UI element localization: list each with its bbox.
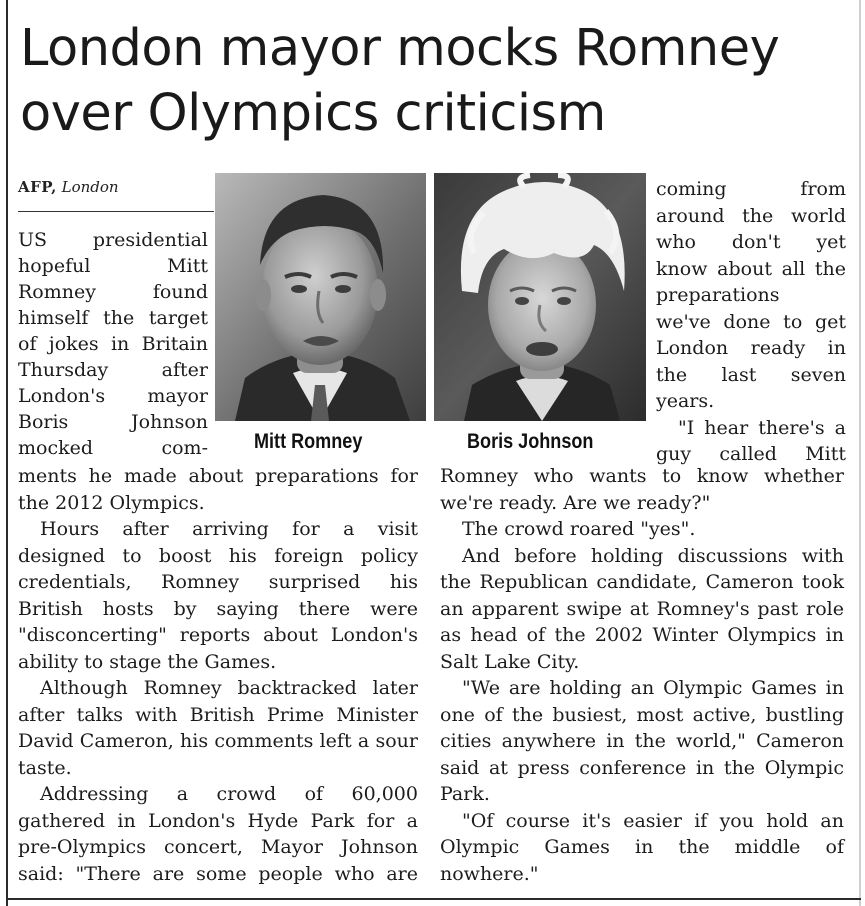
article-line: around the world bbox=[656, 204, 846, 227]
article-line: the last seven bbox=[656, 363, 846, 386]
article-line: US presidential bbox=[18, 229, 208, 251]
article-line: years. bbox=[656, 390, 715, 412]
byline-place: London bbox=[61, 178, 119, 196]
article-line: "I hear there's a bbox=[678, 416, 846, 439]
article-line: who don't yet bbox=[656, 231, 846, 253]
article-paragraph: Romney who wants to know whether we're ready. Are we ready?" bbox=[440, 465, 844, 514]
byline-rule bbox=[18, 211, 214, 212]
headline-line-2: over Olympics criticism bbox=[20, 84, 606, 143]
headline-line-1: London mayor mocks Romney bbox=[20, 19, 780, 78]
article-line: know about all the bbox=[656, 257, 846, 280]
article-line: guy called Mitt bbox=[656, 443, 846, 465]
article-paragraph: And before holding discussions with the Republican candidate, Cameron took an apparent swipe at Romney's past role as head of the 2002 Winter Olympics in Salt Lake City. bbox=[440, 544, 844, 673]
article-paragraph: The crowd roared "yes". bbox=[462, 518, 696, 540]
article-column-right-bottom bbox=[440, 463, 844, 887]
article-line: coming from bbox=[656, 178, 846, 200]
article-column-left-bottom bbox=[18, 463, 418, 887]
article-line: we've done to get bbox=[656, 310, 846, 333]
article-paragraph: ments he made about preparations for the 2012 Olympics. bbox=[18, 465, 418, 514]
headline bbox=[20, 16, 850, 146]
article-line: mocked com- bbox=[18, 437, 208, 459]
article-line: of jokes in Britain bbox=[18, 333, 208, 355]
article-line: London's mayor bbox=[18, 385, 208, 407]
article-paragraph: Although Romney backtracked later after talks with British Prime Minister David Cameron, his comments left a sour taste. bbox=[18, 677, 418, 779]
article-line: himself the target bbox=[18, 307, 208, 329]
article-paragraph: "We are holding an Olympic Games in one of the busiest, most active, bustling cities anywhere in the world," Cameron said at press conference in the Olympic Park. bbox=[440, 677, 844, 805]
article-paragraph: "Of course it's easier if you hold an Olympic Games in the middle of nowhere." bbox=[440, 809, 844, 885]
article-column-right-top bbox=[656, 176, 846, 468]
article-column-left-top bbox=[18, 227, 208, 461]
romney-photo-caption: Mitt Romney bbox=[254, 430, 363, 453]
byline bbox=[18, 178, 119, 196]
article-line: preparations bbox=[656, 284, 780, 306]
article-line: London ready in bbox=[656, 337, 846, 359]
page-border-right bbox=[859, 0, 861, 906]
johnson-photo bbox=[434, 173, 646, 421]
romney-photo bbox=[215, 173, 426, 421]
byline-agency: AFP, bbox=[18, 178, 57, 196]
johnson-photo-caption: Boris Johnson bbox=[467, 430, 594, 453]
article-line: Romney found bbox=[18, 281, 208, 303]
page-border-left bbox=[6, 0, 8, 906]
article-paragraph: Hours after arriving for a visit designed to boost his foreign policy credentials, Romney surprised his British hosts by saying there were "disconcerting" reports about London's ability to stage the Games. bbox=[18, 518, 418, 673]
article-paragraph: Addressing a crowd of 60,000 gathered in London's Hyde Park for a pre-Olympics concert, Mayor Johnson said: "There are some people who are bbox=[18, 783, 418, 885]
article-line: Thursday after bbox=[18, 359, 208, 381]
page-border-bottom bbox=[6, 898, 861, 900]
article-line: Boris Johnson bbox=[18, 411, 208, 433]
article-line: hopeful Mitt bbox=[18, 255, 208, 277]
